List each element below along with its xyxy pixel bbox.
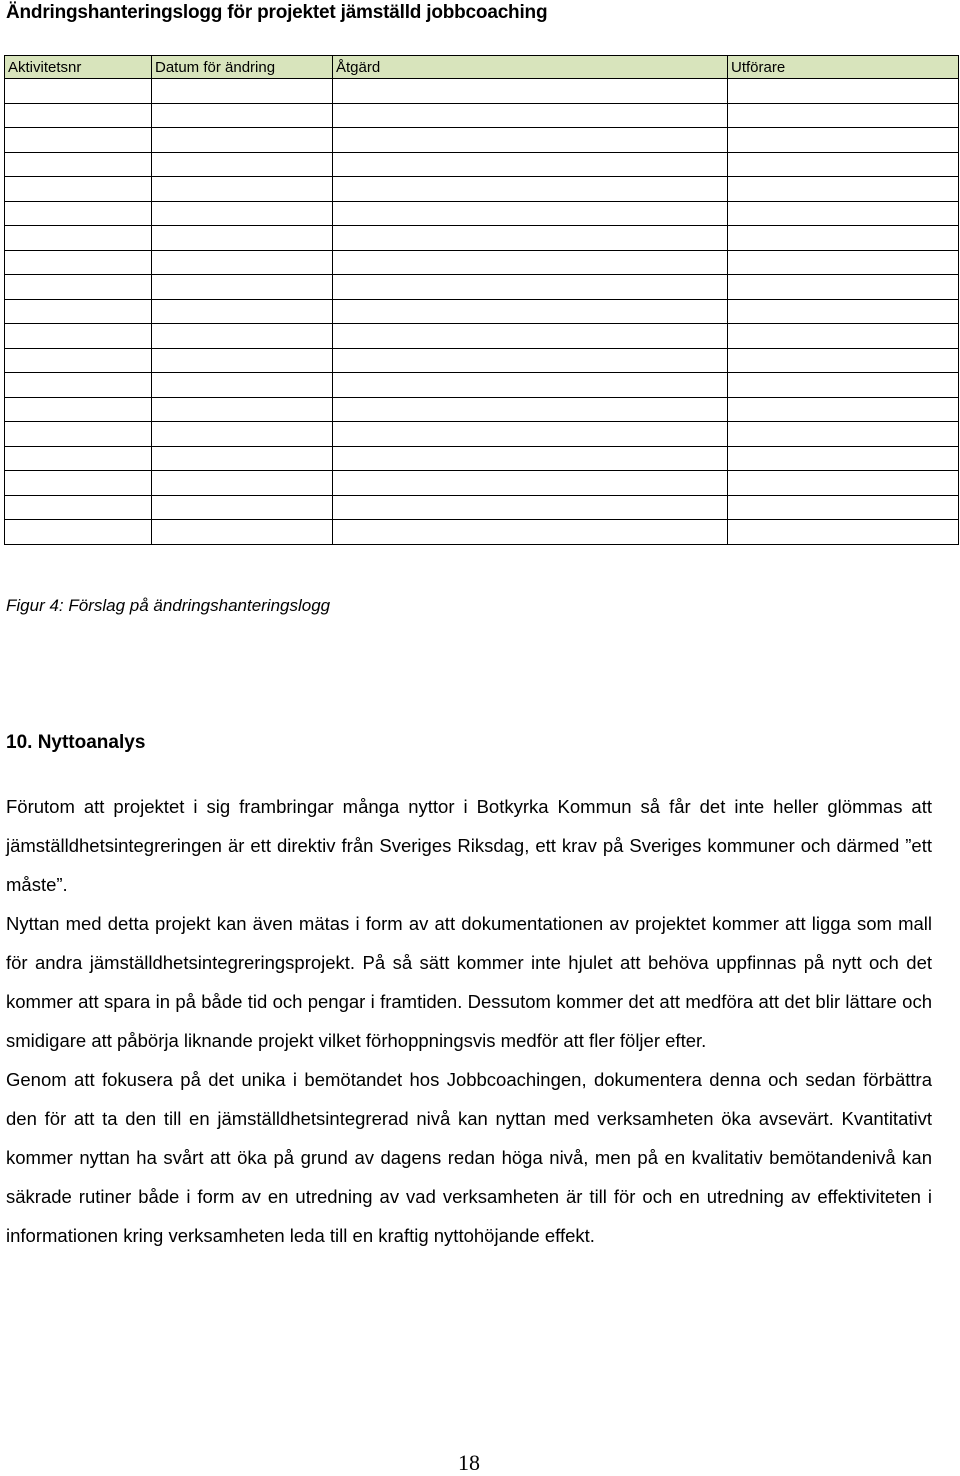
section-heading: 10. Nyttoanalys — [6, 732, 146, 753]
table-cell — [5, 397, 152, 422]
table-cell — [152, 520, 333, 545]
column-header-aktivitetsnr: Aktivitetsnr — [5, 56, 152, 79]
table-cell — [333, 348, 728, 373]
table-cell — [333, 177, 728, 202]
table-cell — [333, 201, 728, 226]
table-row — [5, 275, 959, 300]
table-cell — [728, 177, 959, 202]
table-row — [5, 397, 959, 422]
table-cell — [5, 373, 152, 398]
table-cell — [728, 422, 959, 447]
table-row — [5, 471, 959, 496]
table-body — [5, 79, 959, 545]
table-row — [5, 324, 959, 349]
table-cell — [333, 152, 728, 177]
table-cell — [728, 495, 959, 520]
table-cell — [5, 324, 152, 349]
table-cell — [333, 324, 728, 349]
table-row — [5, 495, 959, 520]
table-row — [5, 201, 959, 226]
table-cell — [333, 495, 728, 520]
table-cell — [152, 471, 333, 496]
table-cell — [333, 226, 728, 251]
table-row — [5, 226, 959, 251]
table-row — [5, 79, 959, 104]
table-row — [5, 299, 959, 324]
change-log-table — [4, 55, 959, 545]
paragraph: Nyttan med detta projekt kan även mätas i form av att dokumentationen av projektet kommer att ligga som mall för andra jämställdhetsintegreringsprojekt. På så sätt kommer inte hjulet att behöva uppfinnas på nytt och det kommer att spara in på både tid och pengar i framtiden. Dessutom kommer det att medföra att det blir lättare och smidigare att påbörja liknande projekt vilket förhoppningsvis medför att fler följer efter. — [6, 913, 932, 1051]
table-cell — [728, 103, 959, 128]
table-row — [5, 250, 959, 275]
table-cell — [333, 446, 728, 471]
table-row — [5, 520, 959, 545]
table-cell — [5, 177, 152, 202]
table-cell — [5, 446, 152, 471]
table-cell — [333, 79, 728, 104]
table-cell — [152, 152, 333, 177]
table-row — [5, 422, 959, 447]
table-cell — [728, 324, 959, 349]
table-cell — [5, 299, 152, 324]
table-cell — [5, 495, 152, 520]
table-cell — [333, 422, 728, 447]
table-cell — [728, 275, 959, 300]
table-row — [5, 152, 959, 177]
table-cell — [333, 299, 728, 324]
table-cell — [333, 103, 728, 128]
table-cell — [728, 348, 959, 373]
table-cell — [5, 128, 152, 153]
table-cell — [5, 152, 152, 177]
paragraph: Genom att fokusera på det unika i bemötandet hos Jobbcoachingen, dokumentera denna och sedan förbättra den för att ta den till en jämställdhetsintegrerad nivå kan nyttan med verksamheten öka avsevärt. Kvantitativt kommer nyttan ha svårt att öka på grund av dagens redan höga nivå, men på en kvalitativ bemötandenivå kan säkrade rutiner både i form av en utredning av vad verksamheten är till för och en utredning av effektiviteten i informationen kring verksamheten leda till en kraftig nyttohöjande effekt. — [6, 1069, 932, 1246]
column-header-datum: Datum för ändring — [152, 56, 333, 79]
table-cell — [5, 79, 152, 104]
table-cell — [728, 299, 959, 324]
paragraph: Förutom att projektet i sig frambringar många nyttor i Botkyrka Kommun så får det inte heller glömmas att jämställdhetsintegreringen är ett direktiv från Sveriges Riksdag, ett krav på Sveriges kommuner och därmed ”ett måste”. — [6, 796, 932, 895]
table-cell — [152, 299, 333, 324]
table-cell — [5, 471, 152, 496]
table-cell — [5, 422, 152, 447]
table-header-row — [5, 56, 959, 79]
table-row — [5, 103, 959, 128]
column-header-utforare: Utförare — [728, 56, 959, 79]
table-cell — [152, 177, 333, 202]
table-cell — [5, 103, 152, 128]
page-number: 18 — [458, 1450, 480, 1475]
table-row — [5, 348, 959, 373]
table-cell — [728, 152, 959, 177]
table-cell — [333, 275, 728, 300]
table-cell — [5, 226, 152, 251]
table-cell — [5, 275, 152, 300]
table-cell — [728, 471, 959, 496]
table-cell — [152, 201, 333, 226]
table-row — [5, 373, 959, 398]
table-cell — [152, 103, 333, 128]
table-cell — [728, 397, 959, 422]
table-cell — [152, 446, 333, 471]
table-cell — [333, 397, 728, 422]
table-cell — [333, 471, 728, 496]
table-cell — [5, 520, 152, 545]
table-cell — [728, 226, 959, 251]
table-cell — [152, 422, 333, 447]
table-row — [5, 128, 959, 153]
figure-caption: Figur 4: Förslag på ändringshanteringslogg — [6, 596, 331, 615]
table-cell — [152, 79, 333, 104]
table-cell — [333, 250, 728, 275]
table-cell — [5, 201, 152, 226]
table-cell — [728, 201, 959, 226]
column-header-atgard: Åtgärd — [333, 56, 728, 79]
table-cell — [333, 373, 728, 398]
table-row — [5, 177, 959, 202]
table-cell — [152, 128, 333, 153]
table-cell — [152, 397, 333, 422]
table-cell — [152, 495, 333, 520]
table-row — [5, 446, 959, 471]
table-cell — [333, 520, 728, 545]
body-text — [6, 787, 932, 1255]
table-cell — [152, 250, 333, 275]
table-cell — [152, 324, 333, 349]
table-cell — [5, 348, 152, 373]
table-cell — [728, 128, 959, 153]
table-cell — [728, 250, 959, 275]
table-cell — [152, 226, 333, 251]
table-cell — [333, 128, 728, 153]
log-title: Ändringshanteringslogg för projektet jämställd jobbcoaching — [6, 2, 548, 23]
table-cell — [152, 275, 333, 300]
table-cell — [728, 446, 959, 471]
table-cell — [728, 373, 959, 398]
table-cell — [152, 348, 333, 373]
table-cell — [152, 373, 333, 398]
table-cell — [5, 250, 152, 275]
table-cell — [728, 79, 959, 104]
table-cell — [728, 520, 959, 545]
